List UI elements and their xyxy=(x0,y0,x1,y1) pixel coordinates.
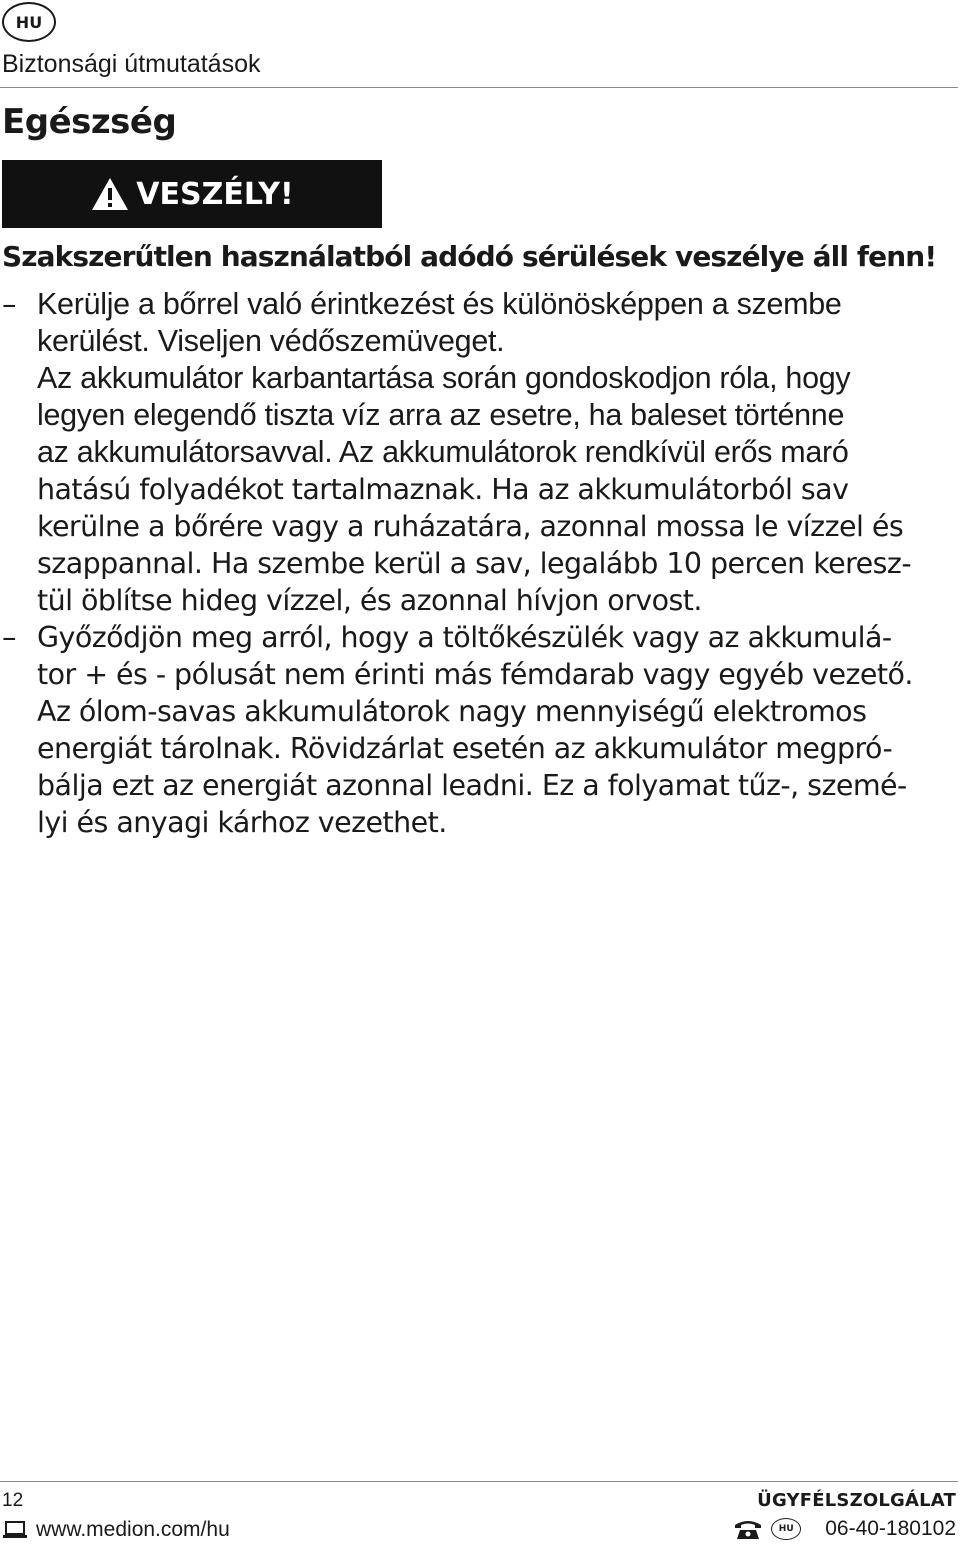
hotline-language-badge: HU xyxy=(771,1518,801,1540)
list-line: Az akkumulátor karbantartása során gondoskodjon róla, hogy xyxy=(37,361,851,395)
list-dash: – xyxy=(2,287,17,321)
website-url[interactable]: www.medion.com/hu xyxy=(36,1518,230,1541)
page-heading: Egészség xyxy=(2,102,177,142)
hotline-number: 06-40-180102 xyxy=(825,1517,956,1540)
safety-list xyxy=(0,286,958,841)
page-number: 12 xyxy=(2,1490,24,1511)
list-line: kerülne a bőrére vagy a ruházatára, azonnal mossa le vízzel és xyxy=(37,510,904,543)
list-line: az akkumulátorsavval. Az akkumulátorok rendkívül erős maró xyxy=(37,435,849,469)
list-line: bálja ezt az energiát azonnal leadni. Ez a folyamat tűz-, szemé- xyxy=(37,769,907,802)
laptop-icon xyxy=(2,1520,28,1540)
list-line: szappannal. Ha szembe kerül a sav, legalább 10 percen keresz- xyxy=(37,547,912,580)
list-line: tor + és - pólusát nem érinti más fémdarab vagy egyéb vezető. xyxy=(37,658,913,691)
telephone-icon xyxy=(733,1518,763,1540)
danger-banner xyxy=(2,160,382,228)
list-line: Kerülje a bőrrel való érintkezést és különösképpen a szembe xyxy=(37,287,842,321)
list-dash: – xyxy=(2,620,17,654)
list-line: hatású folyadékot tartalmaznak. Ha az akkumulátorból sav xyxy=(37,473,849,506)
list-line: Győződjön meg arról, hogy a töltőkészülék vagy az akkumulá- xyxy=(37,621,892,654)
footer-divider xyxy=(0,1481,958,1482)
list-line: tül öblítse hideg vízzel, és azonnal hívjon orvost. xyxy=(37,584,702,617)
danger-label: VESZÉLY! xyxy=(136,176,294,212)
hotline xyxy=(733,1517,956,1541)
list-line: legyen elegendő tiszta víz arra az esetre, ha baleset történne xyxy=(37,398,845,432)
language-badge: HU xyxy=(2,2,56,42)
list-line: energiát tárolnak. Rövidzárlat esetén az akkumulátor megpró- xyxy=(37,732,893,765)
customer-service-label: ÜGYFÉLSZOLGÁLAT xyxy=(757,1490,956,1511)
list-item xyxy=(0,286,958,619)
section-title: Biztonsági útmutatások xyxy=(2,50,261,78)
header-divider xyxy=(0,87,958,88)
warning-triangle-icon xyxy=(90,176,130,212)
website-link[interactable] xyxy=(2,1518,230,1542)
list-line: lyi és anyagi kárhoz vezethet. xyxy=(37,806,447,839)
list-line: kerülést. Viseljen védőszemüveget. xyxy=(37,324,505,358)
warning-title: Szakszerűtlen használatból adódó sérülések veszélye áll fenn! xyxy=(2,240,937,273)
list-line: Az ólom-savas akkumulátorok nagy mennyiségű elektromos xyxy=(37,695,867,728)
list-item xyxy=(0,619,958,841)
